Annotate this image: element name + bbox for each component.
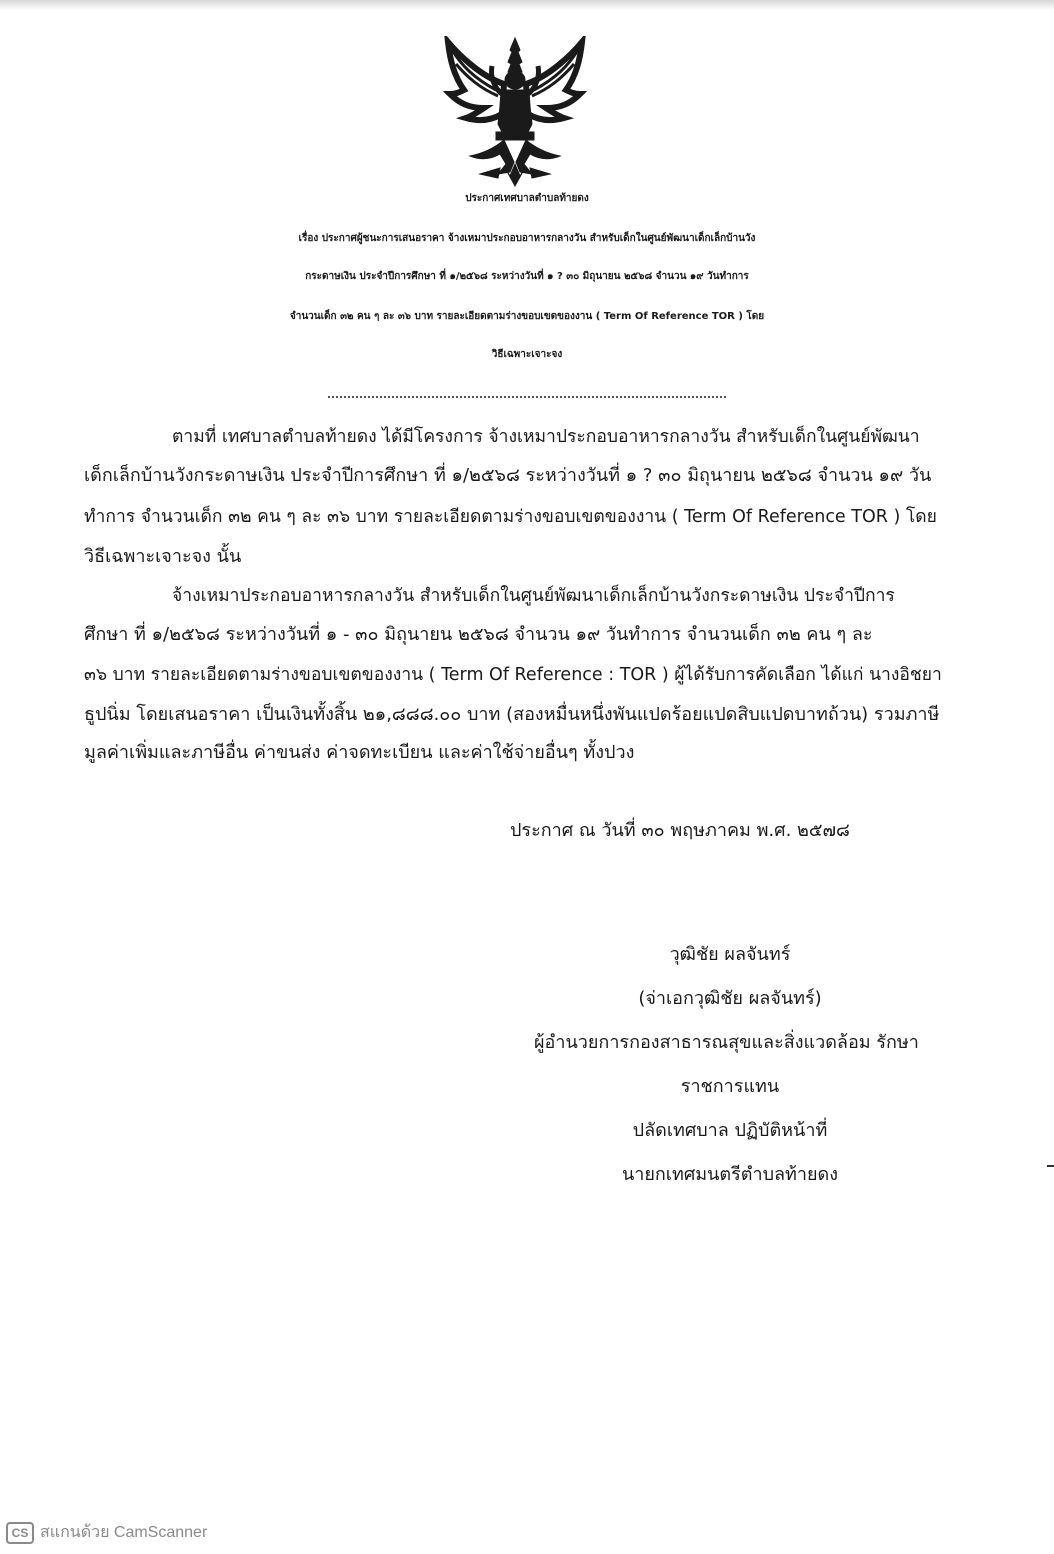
para2-line-3: ๓๖ บาท รายละเอียดตามร่างขอบเขตของงาน ( Term Of Reference : TOR ) ผู้ได้รับการคัดเลือก ได้แก่ นางอิชยา: [84, 665, 942, 685]
para1-line-4: วิธีเฉพาะเจาะจง นั้น: [84, 546, 242, 567]
para2-line-4: ธูปนิ่ม โดยเสนอราคา เป็นเงินทั้งสิ้น ๒๑,๘๘๘.๐๐ บาท (สองหมื่นหนึ่งพันแปดร้อยแปดสิบแปดบาทถ้วน) รวมภาษี: [84, 704, 940, 725]
camscanner-text: สแกนด้วย CamScanner: [40, 1524, 208, 1542]
signature-name: วุฒิชัย ผลจันทร์: [669, 944, 791, 965]
para1-line-3: ทำการ จำนวนเด็ก ๓๒ คน ๆ ละ ๓๖ บาท รายละเอียดตามร่างขอบเขตของงาน ( Term Of Reference TOR ) โดย: [84, 507, 937, 527]
signature-position-3: ปลัดเทศบาล ปฏิบัติหน้าที่: [632, 1120, 828, 1141]
camscanner-logo-icon: CS: [6, 1522, 34, 1544]
subject-line-2: กระดาษเงิน ประจำปีการศึกษา ที่ ๑/๒๕๖๘ ระหว่างวันที่ ๑ ? ๓๐ มิถุนายน ๒๕๖๘ จำนวน ๑๙ วันทำการ: [305, 271, 749, 282]
subject-line-3: จำนวนเด็ก ๓๒ คน ๆ ละ ๓๖ บาท รายละเอียดตามร่างขอบเขตของงาน ( Term Of Reference TOR ) โดย: [289, 311, 765, 322]
para1-line-2: เด็กเล็กบ้านวังกระดาษเงิน ประจำปีการศึกษา ที่ ๑/๒๕๖๘ ระหว่างวันที่ ๑ ? ๓๐ มิถุนายน ๒๕๖๘ จำนวน ๑๙ วัน: [84, 465, 932, 486]
scan-edge: [0, 0, 1054, 10]
camscanner-watermark: [6, 1522, 207, 1544]
announcement-org-title: ประกาศเทศบาลตำบลท้ายดง: [465, 193, 589, 204]
para2-line-1: จ้างเหมาประกอบอาหารกลางวัน สำหรับเด็กในศูนย์พัฒนาเด็กเล็กบ้านวังกระดาษเงิน ประจำปีการ: [172, 586, 895, 606]
para2-line-5: มูลค่าเพิ่มและภาษีอื่น ค่าขนส่ง ค่าจดทะเบียน และค่าใช้จ่ายอื่นๆ ทั้งปวง: [84, 742, 635, 763]
para2-line-2: ศึกษา ที่ ๑/๒๕๖๘ ระหว่างวันที่ ๑ - ๓๐ มิถุนายน ๒๕๖๘ จำนวน ๑๙ วันทำการ จำนวนเด็ก ๓๒ คน ๆ ละ: [84, 624, 873, 645]
signature-position-2: ราชการแทน: [680, 1076, 780, 1097]
dotted-divider: [328, 396, 726, 398]
garuda-emblem-icon: [440, 36, 590, 188]
announce-date: ประกาศ ณ วันที่ ๓๐ พฤษภาคม พ.ศ. ๒๕๗๘: [510, 820, 850, 841]
scan-mark: [1047, 1165, 1054, 1167]
para1-line-1: ตามที่ เทศบาลตำบลท้ายดง ได้มีโครงการ จ้างเหมาประกอบอาหารกลางวัน สำหรับเด็กในศูนย์พัฒนา: [172, 427, 920, 447]
signature-position-1: ผู้อำนวยการกองสาธารณสุขและสิ่งแวดล้อม รักษา: [534, 1032, 919, 1053]
signature-full-name: (จ่าเอกวุฒิชัย ผลจันทร์): [638, 988, 822, 1009]
subject-line-4: วิธีเฉพาะเจาะจง: [491, 349, 563, 360]
signature-position-4: นายกเทศมนตรีตำบลท้ายดง: [621, 1164, 839, 1185]
subject-line-1: เรื่อง ประกาศผู้ชนะการเสนอราคา จ้างเหมาประกอบอาหารกลางวัน สำหรับเด็กในศูนย์พัฒนาเด็กเล็กบ้านวัง: [298, 233, 756, 244]
